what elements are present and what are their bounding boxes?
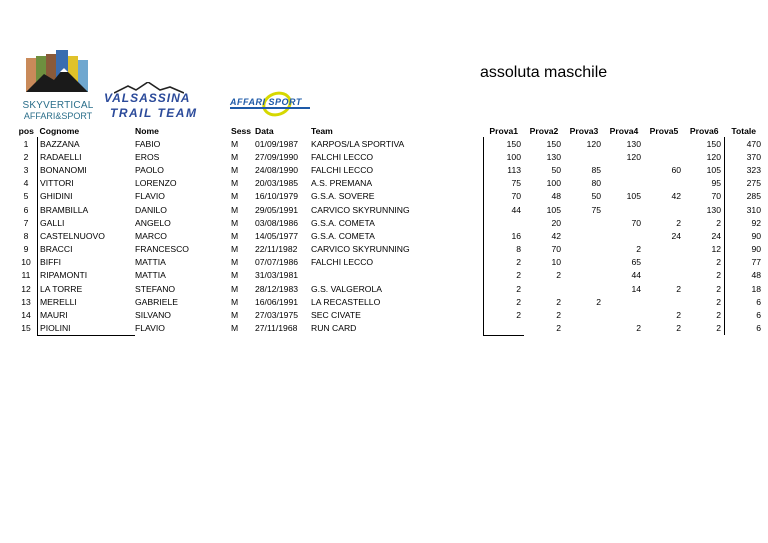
table-row <box>15 216 763 229</box>
table-row <box>15 150 763 163</box>
cell-totale: 90 <box>751 230 761 241</box>
cell-data: 16/10/1979 <box>255 191 299 202</box>
cell-prova5: 2 <box>676 217 681 228</box>
cell-pos: 5 <box>23 191 29 202</box>
cell-prova5: 2 <box>676 283 681 294</box>
cell-prova2: 48 <box>551 191 561 202</box>
cell-data: 07/07/1986 <box>255 257 299 268</box>
cell-prova4 <box>604 203 644 216</box>
page-title: assoluta maschile <box>480 64 608 81</box>
cell-prova2: 100 <box>546 178 561 189</box>
cell-prova1: 44 <box>484 203 525 216</box>
cell-sess: M <box>231 217 239 228</box>
cell-totale: 48 <box>751 270 761 281</box>
cell-prova1: 2 <box>484 256 525 269</box>
cell-prova1: 2 <box>484 295 525 308</box>
cell-data: 27/11/1968 <box>255 323 298 334</box>
cell-team: FALCHI LECCO <box>311 164 374 175</box>
cell-nome: GABRIELE <box>135 296 178 307</box>
cell-prova5 <box>644 203 684 216</box>
skyvertical-logo-text: SKYVERTICAL <box>22 100 94 111</box>
table-row <box>15 177 763 190</box>
cell-data: 20/03/1985 <box>255 178 299 189</box>
cell-prova1: 2 <box>484 308 525 321</box>
cell-prova1: 100 <box>484 150 525 163</box>
cell-totale: 90 <box>751 244 761 255</box>
cell-prova5 <box>644 177 684 190</box>
cell-data: 31/03/1981 <box>255 270 299 281</box>
table-row <box>15 229 763 242</box>
cell-prova6: 2 <box>684 269 725 282</box>
cell-sess: M <box>231 164 239 175</box>
table-header-row <box>15 124 763 137</box>
header-totale: Totale <box>731 125 757 136</box>
cell-team: G.S.A. COMETA <box>311 217 375 228</box>
table-row <box>15 282 763 295</box>
cell-cognome: CASTELNUOVO <box>38 229 136 242</box>
cell-nome: FLAVIO <box>135 191 165 202</box>
cell-nome: PAOLO <box>135 164 164 175</box>
cell-prova3 <box>564 282 604 295</box>
cell-prova6: 2 <box>684 216 725 229</box>
cell-data: 28/12/1983 <box>255 283 299 294</box>
cell-pos: 15 <box>21 323 31 334</box>
table-row <box>15 190 763 203</box>
cell-prova1: 2 <box>484 282 525 295</box>
cell-prova1: 113 <box>484 163 525 176</box>
cell-prova4: 70 <box>631 217 641 228</box>
cell-cognome: BIFFI <box>38 256 136 269</box>
cell-pos: 14 <box>21 310 31 321</box>
skyvertical-logo-subtext: AFFARI&SPORT <box>23 111 93 121</box>
cell-prova3 <box>564 322 604 336</box>
cell-prova3 <box>564 229 604 242</box>
cell-prova2: 2 <box>556 310 561 321</box>
cell-prova4 <box>604 229 644 242</box>
cell-data: 24/08/1990 <box>255 164 299 175</box>
cell-prova6: 105 <box>684 163 725 176</box>
cell-prova4: 130 <box>626 138 641 149</box>
cell-prova4 <box>604 295 644 308</box>
cell-sess: M <box>231 310 239 321</box>
cell-cognome: PIOLINI <box>38 322 136 336</box>
cell-prova5: 2 <box>676 310 681 321</box>
cell-prova5: 24 <box>671 230 681 241</box>
cell-pos: 9 <box>23 244 29 255</box>
cell-prova5 <box>644 269 684 282</box>
cell-sess: M <box>231 138 239 149</box>
cell-prova5: 60 <box>671 164 681 175</box>
cell-nome: SILVANO <box>135 310 171 321</box>
cell-cognome: MERELLI <box>38 295 136 308</box>
table-row <box>15 308 763 321</box>
cell-team: KARPOS/LA SPORTIVA <box>311 138 405 149</box>
cell-prova3 <box>564 256 604 269</box>
header-prova1: Prova1 <box>489 125 519 136</box>
cell-nome: LORENZO <box>135 178 177 189</box>
cell-prova6: 95 <box>684 177 725 190</box>
cell-totale: 18 <box>751 283 761 294</box>
valsassina-logo <box>104 82 198 122</box>
cell-cognome: BAZZANA <box>38 137 136 150</box>
cell-prova2: 50 <box>551 164 561 175</box>
cell-cognome: BRACCI <box>38 243 136 256</box>
cell-sess: M <box>231 283 239 294</box>
table-row <box>15 137 763 150</box>
cell-prova6: 70 <box>684 190 725 203</box>
cell-prova3: 85 <box>591 164 601 175</box>
cell-prova4 <box>604 308 644 321</box>
cell-totale: 470 <box>746 138 761 149</box>
cell-cognome: MAURI <box>38 308 136 321</box>
cell-nome: MARCO <box>135 230 167 241</box>
cell-prova4 <box>604 163 644 176</box>
cell-prova6: 2 <box>684 322 725 336</box>
cell-prova3 <box>564 150 604 163</box>
cell-team: CARVICO SKYRUNNING <box>311 244 410 255</box>
header-nome: Nome <box>135 125 159 136</box>
cell-totale: 6 <box>756 296 761 307</box>
cell-pos: 3 <box>23 164 29 175</box>
header-prova4: Prova4 <box>609 125 639 136</box>
cell-prova5 <box>644 243 684 256</box>
cell-prova2: 2 <box>556 296 561 307</box>
cell-sess: M <box>231 257 239 268</box>
header-prova2: Prova2 <box>529 125 559 136</box>
cell-team: FALCHI LECCO <box>311 151 374 162</box>
cell-nome: MATTIA <box>135 257 166 268</box>
cell-prova6: 2 <box>684 295 725 308</box>
cell-totale: 275 <box>746 178 761 189</box>
cell-data: 14/05/1977 <box>255 230 299 241</box>
header-cognome: Cognome <box>39 125 80 136</box>
valsassina-logo-text: VALSASSINA <box>104 91 191 105</box>
cell-nome: FRANCESCO <box>135 244 189 255</box>
skyvertical-logo <box>22 50 94 122</box>
cell-prova4: 14 <box>631 283 641 294</box>
cell-data: 22/11/1982 <box>255 244 298 255</box>
cell-prova2: 2 <box>556 323 561 334</box>
cell-pos: 4 <box>23 178 29 189</box>
cell-prova3: 80 <box>591 178 601 189</box>
cell-data: 16/06/1991 <box>255 296 299 307</box>
cell-prova5 <box>644 256 684 269</box>
cell-totale: 285 <box>746 191 761 202</box>
cell-team: A.S. PREMANA <box>311 178 373 189</box>
cell-prova2: 2 <box>556 270 561 281</box>
cell-nome: FLAVIO <box>135 323 165 334</box>
header-data: Data <box>255 125 274 136</box>
ranking-table <box>15 124 763 336</box>
header-prova6: Prova6 <box>689 125 719 136</box>
cell-nome: FABIO <box>135 138 161 149</box>
cell-prova6: 130 <box>684 203 725 216</box>
cell-team <box>311 269 484 282</box>
cell-prova1 <box>484 216 525 229</box>
cell-prova2: 105 <box>546 204 561 215</box>
cell-prova3 <box>564 243 604 256</box>
cell-pos: 7 <box>23 217 29 228</box>
cell-cognome: BRAMBILLA <box>38 203 136 216</box>
cell-pos: 13 <box>21 296 31 307</box>
cell-prova6: 120 <box>684 150 725 163</box>
cell-data: 01/09/1987 <box>255 138 299 149</box>
affari-sport-underline <box>230 107 310 109</box>
cell-prova5 <box>644 295 684 308</box>
cell-prova4: 2 <box>636 323 641 334</box>
cell-prova2: 130 <box>546 151 561 162</box>
cell-prova5: 2 <box>676 323 681 334</box>
header-prova5: Prova5 <box>649 125 679 136</box>
cell-pos: 10 <box>21 257 31 268</box>
cell-pos: 6 <box>23 204 29 215</box>
table-row <box>15 295 763 308</box>
cell-prova6: 2 <box>684 256 725 269</box>
cell-nome: EROS <box>135 151 160 162</box>
header-prova3: Prova3 <box>569 125 599 136</box>
table-row <box>15 322 763 336</box>
cell-prova2: 20 <box>551 217 561 228</box>
cell-totale: 310 <box>746 204 761 215</box>
cell-data: 27/09/1990 <box>255 151 299 162</box>
cell-totale: 77 <box>751 257 761 268</box>
cell-prova3: 2 <box>596 296 601 307</box>
cell-data: 29/05/1991 <box>255 204 299 215</box>
table-row <box>15 163 763 176</box>
affari-sport-logo-text: AFFARI SPORT <box>230 97 302 107</box>
cell-prova6: 2 <box>684 282 725 295</box>
cell-totale: 6 <box>756 323 761 334</box>
cell-pos: 2 <box>23 151 29 162</box>
cell-sess: M <box>231 244 239 255</box>
cell-team: RUN CARD <box>311 323 357 334</box>
cell-prova3 <box>564 216 604 229</box>
table-row <box>15 269 763 282</box>
cell-prova2 <box>524 282 564 295</box>
header-sess: Sess <box>231 125 252 136</box>
cell-cognome: LA TORRE <box>38 282 136 295</box>
cell-pos: 8 <box>23 230 29 241</box>
cell-sess: M <box>231 151 239 162</box>
cell-data: 03/08/1986 <box>255 217 299 228</box>
cell-prova6: 12 <box>684 243 725 256</box>
affari-sport-logo <box>228 92 318 120</box>
cell-prova3 <box>564 308 604 321</box>
cell-prova1 <box>484 322 525 336</box>
cell-prova1: 8 <box>484 243 525 256</box>
cell-prova5: 42 <box>671 191 681 202</box>
cell-prova4: 120 <box>626 151 641 162</box>
cell-nome: ANGELO <box>135 217 171 228</box>
skyvertical-mountain-graphic <box>24 50 92 100</box>
cell-pos: 12 <box>21 283 31 294</box>
cell-nome: MATTIA <box>135 270 166 281</box>
cell-cognome: GHIDINI <box>38 190 136 203</box>
cell-cognome: RADAELLI <box>38 150 136 163</box>
cell-prova1: 75 <box>484 177 525 190</box>
cell-totale: 92 <box>751 217 761 228</box>
cell-cognome: BONANOMI <box>38 163 136 176</box>
cell-sess: M <box>231 270 239 281</box>
cell-prova3: 120 <box>586 138 601 149</box>
cell-prova6: 24 <box>684 229 725 242</box>
cell-prova2: 150 <box>546 138 561 149</box>
cell-pos: 11 <box>21 270 31 281</box>
header-pos: pos <box>18 125 34 136</box>
cell-prova6: 2 <box>684 308 725 321</box>
cell-cognome: RIPAMONTI <box>38 269 136 282</box>
cell-team: FALCHI LECCO <box>311 257 374 268</box>
table-row <box>15 243 763 256</box>
cell-data: 27/03/1975 <box>255 310 299 321</box>
cell-prova4: 2 <box>636 244 641 255</box>
cell-nome: DANILO <box>135 204 167 215</box>
cell-team: G.S.A. SOVERE <box>311 191 375 202</box>
cell-cognome: GALLI <box>38 216 136 229</box>
cell-prova1: 150 <box>484 137 525 150</box>
cell-team: SEC CIVATE <box>311 310 361 321</box>
cell-prova3: 75 <box>591 204 601 215</box>
cell-prova2: 10 <box>551 257 561 268</box>
valsassina-logo-subtext: TRAIL TEAM <box>110 106 198 120</box>
cell-prova4: 105 <box>626 191 641 202</box>
cell-prova1: 2 <box>484 269 525 282</box>
header-team: Team <box>311 125 333 136</box>
cell-prova6: 150 <box>684 137 725 150</box>
cell-prova5 <box>644 137 684 150</box>
cell-prova1: 16 <box>484 229 525 242</box>
cell-sess: M <box>231 204 239 215</box>
cell-prova1: 70 <box>484 190 525 203</box>
cell-prova5 <box>644 150 684 163</box>
cell-team: LA RECASTELLO <box>311 296 381 307</box>
cell-prova4: 44 <box>631 270 641 281</box>
cell-sess: M <box>231 178 239 189</box>
cell-team: G.S. VALGEROLA <box>311 283 383 294</box>
cell-prova4 <box>604 177 644 190</box>
cell-sess: M <box>231 230 239 241</box>
cell-team: G.S.A. COMETA <box>311 230 375 241</box>
cell-cognome: VITTORI <box>38 177 136 190</box>
cell-totale: 323 <box>746 164 761 175</box>
cell-prova2: 70 <box>551 244 561 255</box>
cell-prova3 <box>564 269 604 282</box>
cell-totale: 370 <box>746 151 761 162</box>
cell-prova3: 50 <box>591 191 601 202</box>
table-row <box>15 203 763 216</box>
cell-sess: M <box>231 323 239 334</box>
cell-prova4: 65 <box>631 257 641 268</box>
cell-sess: M <box>231 191 239 202</box>
table-row <box>15 256 763 269</box>
cell-nome: STEFANO <box>135 283 176 294</box>
cell-team: CARVICO SKYRUNNING <box>311 204 410 215</box>
cell-totale: 6 <box>756 310 761 321</box>
cell-pos: 1 <box>23 138 29 149</box>
cell-sess: M <box>231 296 239 307</box>
cell-prova2: 42 <box>551 230 561 241</box>
